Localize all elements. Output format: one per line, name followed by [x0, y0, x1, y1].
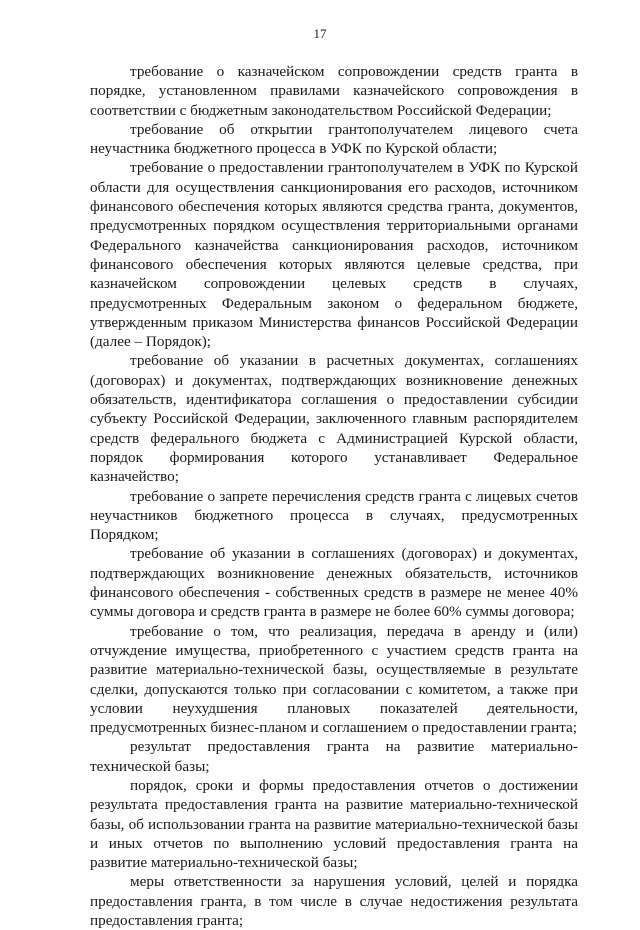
paragraph-liability: меры ответственности за нарушения условий, целей и порядка предоставления гранта, в том числе в случае недостижения результата предоставления гранта;	[90, 873, 578, 930]
paragraph-agreement-identifier: требование об указании в расчетных документах, соглашениях (договорах) и документах, подтверждающих возникновение денежных обязательств, идентификатора соглашения о предоставлении субсидии субъекту Российской Федерации, заключенного главным распорядителем средств федерального бюджета с Администрацией Курской области, порядок формирования которого устанавливает Федеральное казначейство;	[90, 352, 578, 486]
paragraph-grant-result: результат предоставления гранта на развитие материально-технической базы;	[90, 738, 578, 775]
paragraph-treasury-support: требование о казначейском сопровождении средств гранта в порядке, установленном правилами казначейского сопровождения в соответствии с бюджетным законодательством Российской Федерации;	[90, 63, 578, 119]
paragraph-personal-account: требование об открытии грантополучателем лицевого счета неучастника бюджетного процесса в УФК по Курской области;	[90, 120, 578, 158]
page-number: 17	[313, 26, 327, 41]
paragraph-property-disposal: требование о том, что реализация, передача в аренду и (или) отчуждение имущества, приобретенного с участием средств гранта на развитие материально-технической базы, осуществляемые в результате сделки, допускаются только при согласовании с комитетом, а также при условии неухудшения плановых показателей деятельности, предусмотренных бизнес-планом и соглашением о предоставлении гранта;	[90, 622, 578, 737]
paragraph-funding-sources: требование об указании в соглашениях (договорах) и документах, подтверждающих возникновение денежных обязательств, источников финансового обеспечения - собственных средств в размере не менее 40% суммы договора и средств гранта в размере не более 60% суммы договора;	[90, 545, 578, 621]
paragraph-reporting: порядок, сроки и формы предоставления отчетов о достижении результата предоставления гранта на развитие материально-технической базы, об использовании гранта на развитие материально-технической базы и иных отчетов по выполнению условий предоставления гранта на развитие материально-технической базы;	[90, 776, 578, 872]
document-body	[90, 62, 578, 930]
paragraph-documents-submission: требование о предоставлении грантополучателем в УФК по Курской области для осуществления санкционирования его расходов, источником финансового обеспечения которых являются средства гранта, документов, предусмотренных порядком осуществления территориальными органами Федерального казначейства санкционирования расходов, источником финансового обеспечения которых являются целевые средства, при казначейском сопровождении целевых средств в случаях, предусмотренных Федеральным законом о федеральном бюджете, утвержденным приказом Министерства финансов Российской Федерации (далее – Порядок);	[90, 159, 578, 351]
paragraph-transfer-prohibition: требование о запрете перечисления средств гранта с лицевых счетов неучастников бюджетного процесса в случаях, предусмотренных Порядком;	[90, 487, 578, 544]
